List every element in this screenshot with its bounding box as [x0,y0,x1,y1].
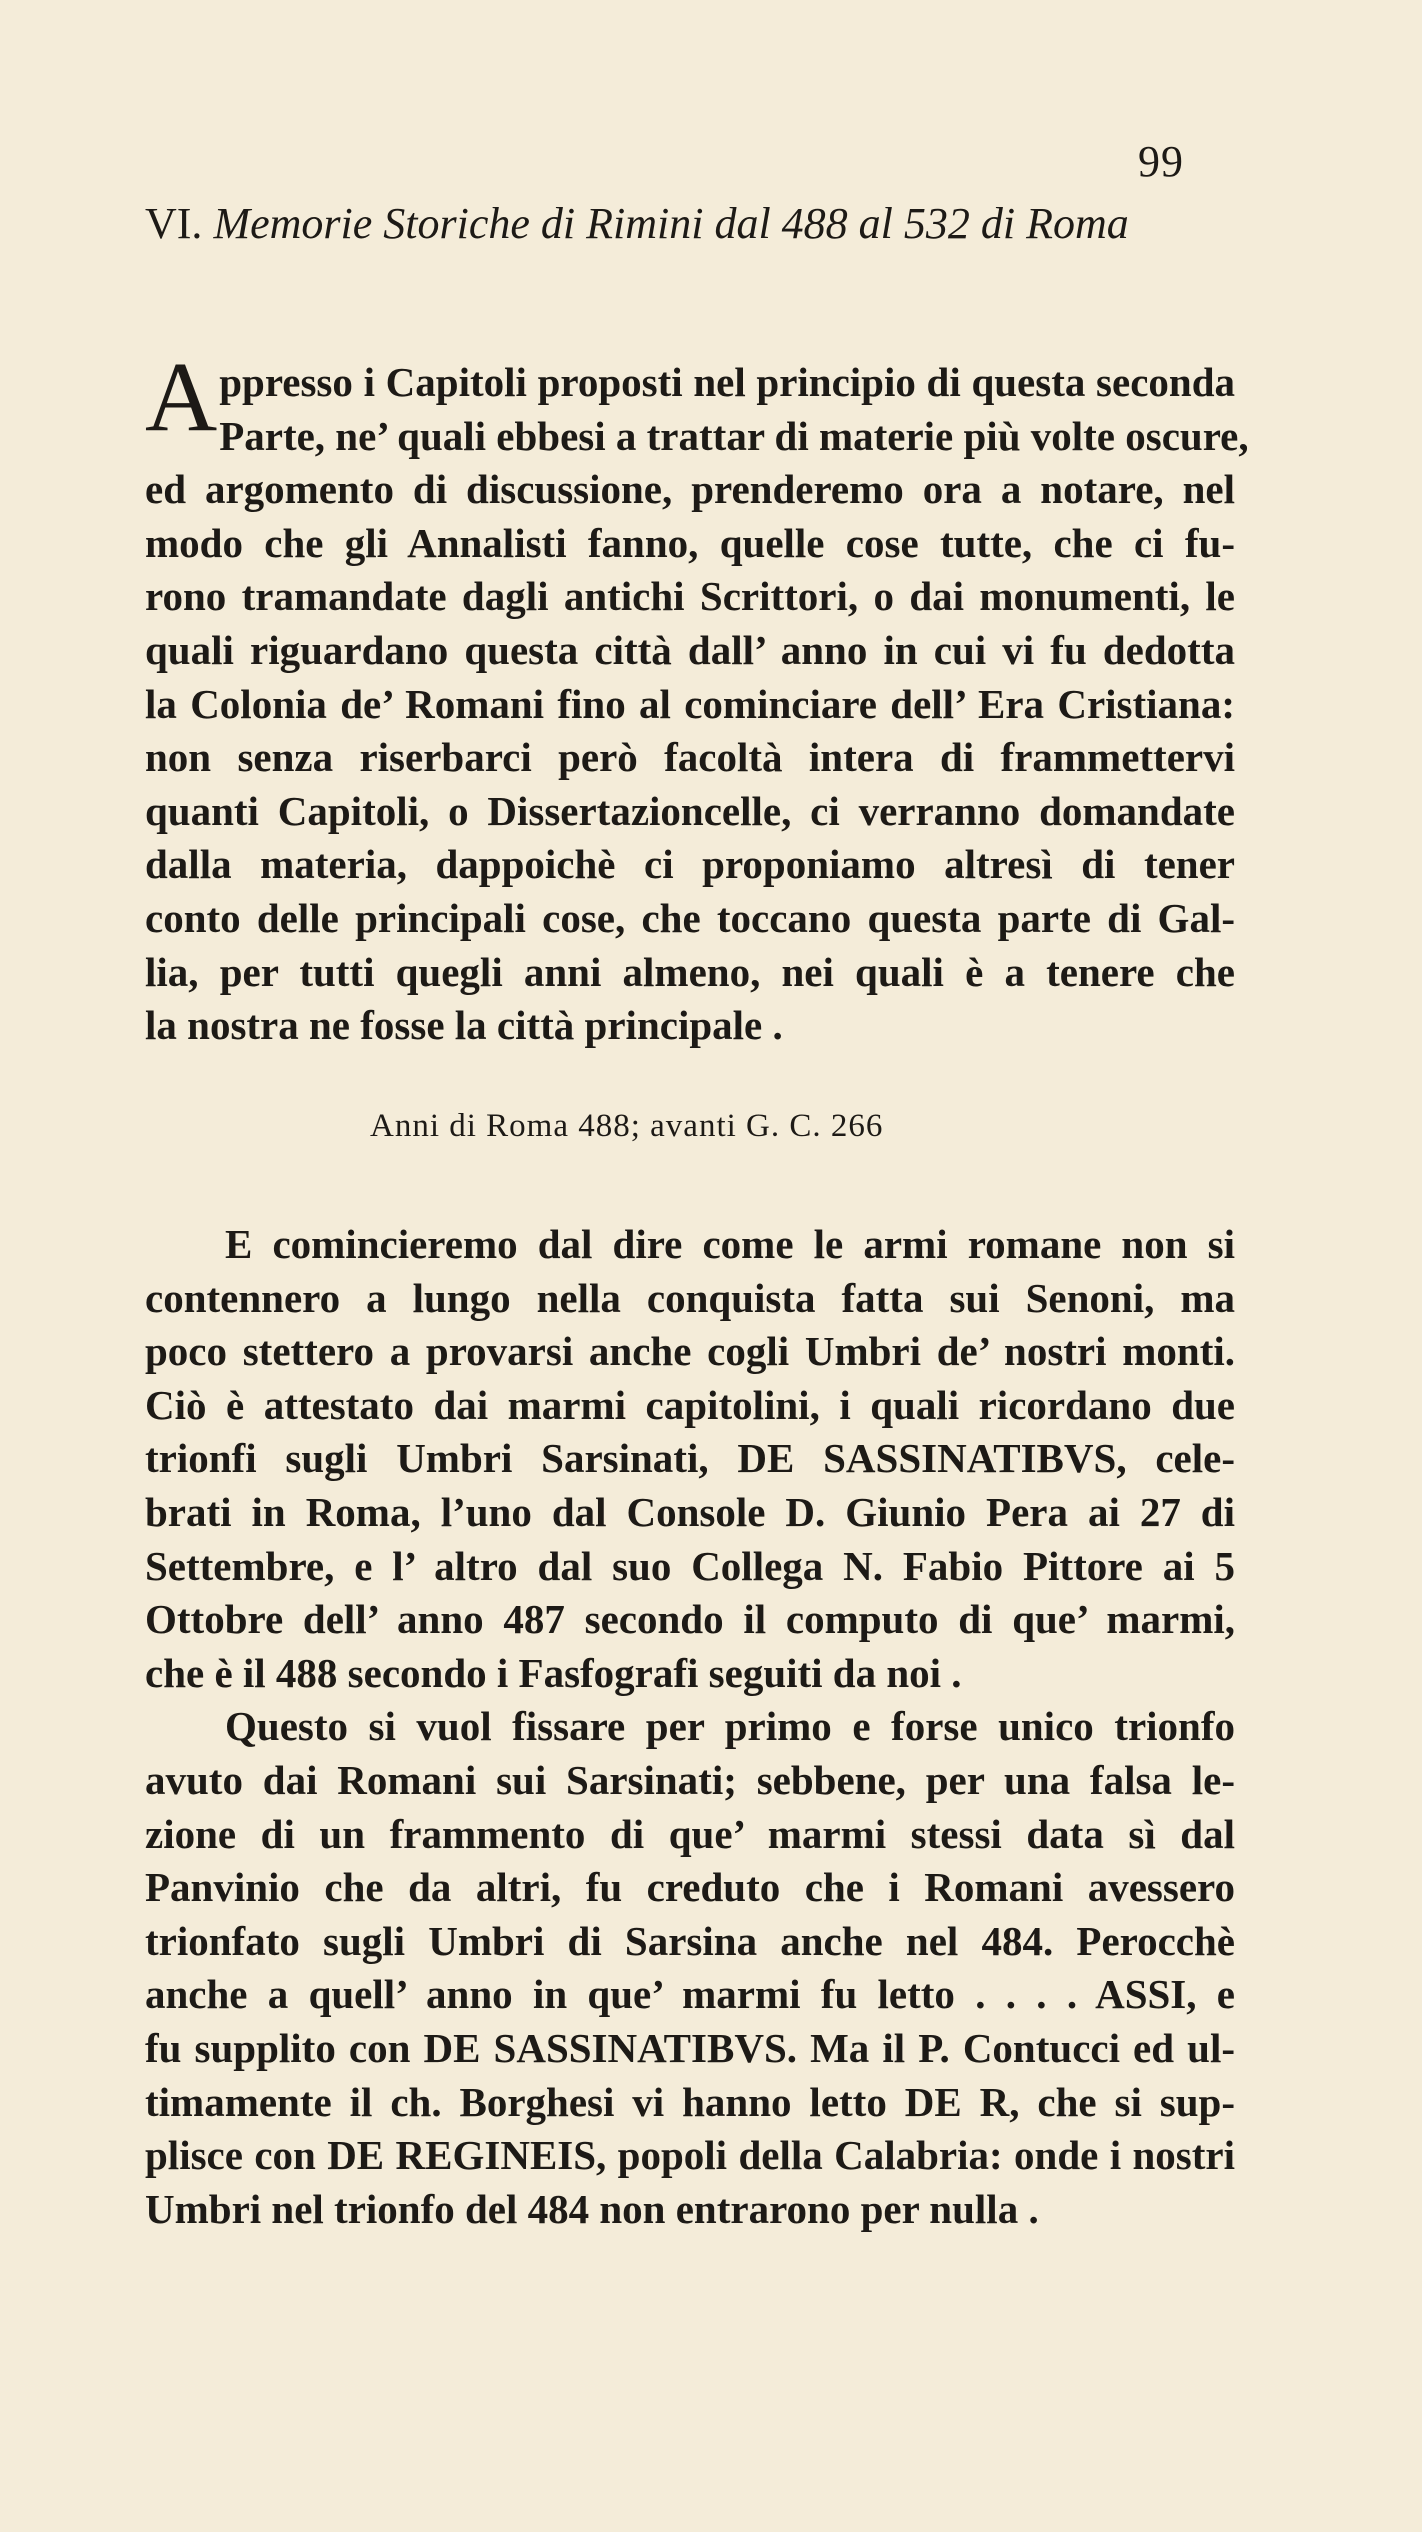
text-line: contennero a lungo nella conquista fatta sui Senoni, ma [145,1274,1235,1321]
text-line: Ottobre dell’ anno 487 secondo il computo di que’ marmi, [145,1596,1235,1643]
chapter-number: VI. [145,199,203,248]
paragraph-intro [145,341,1249,1053]
text-line: lia, per tutti quegli anni almeno, nei quali è a tenere che [145,948,1235,995]
text-line: brati in Roma, l’uno dal Console D. Giunio Pera ai 27 di [145,1488,1235,1535]
text-line: poco stettero a provarsi anche cogli Umbri de’ nostri monti. [145,1328,1235,1375]
text-line: Umbri nel trionfo del 484 non entrarono per nulla . [145,2185,1039,2232]
text-line: ed argomento di discussione, prenderemo ora a notare, nel [145,466,1235,513]
text-line: che è il 488 secondo i Fasfografi seguiti da noi . [145,1649,962,1696]
text-line: fu supplito con DE SASSINATIBVS. Ma il P. Contucci ed ul- [145,2024,1235,2071]
text-line: anche a quell’ anno in que’ marmi fu letto . . . . ASSI, e [145,1971,1235,2018]
text-line: la nostra ne fosse la città principale . [145,1002,783,1049]
text-line: dalla materia, dappoichè ci proponiamo altresì di tener [145,841,1235,888]
text-line: conto delle principali cose, che toccano questa parte di Gal- [145,894,1235,941]
text-line: quali riguardano questa città dall’ anno in cui vi fu dedotta [145,626,1235,673]
page-number: 99 [1138,137,1184,186]
year-heading: Anni di Roma 488; avanti G. C. 266 [370,1108,884,1144]
paragraph-triumphs [145,1218,1235,2236]
text-line: E comincieremo dal dire come le armi romane non si [225,1221,1235,1267]
text-line: ppresso i Capitoli proposti nel principio di questa seconda [219,359,1235,405]
text-line: trionfato sugli Umbri di Sarsina anche nel 484. Perocchè [145,1917,1235,1964]
text-line: modo che gli Annalisti fanno, quelle cose tutte, che ci fu- [145,519,1235,566]
chapter-title: Memorie Storiche di Rimini dal 488 al 532 di Roma [213,199,1129,248]
text-line: rono tramandate dagli antichi Scrittori, o dai monumenti, le [145,573,1235,620]
text-line: quanti Capitoli, o Dissertazioncelle, ci verranno domandate [145,787,1235,834]
text-line: trionfi sugli Umbri Sarsinati, DE SASSINATIBVS, cele- [145,1435,1235,1482]
text-line: non senza riserbarci però facoltà intera di frammettervi [145,734,1235,781]
drop-cap-initial: A [145,341,218,452]
text-line: avuto dai Romani sui Sarsinati; sebbene, per una falsa le- [145,1756,1235,1803]
text-line: Settembre, e l’ altro dal suo Collega N. Fabio Pittore ai 5 [145,1542,1235,1589]
text-line: Panvinio che da altri, fu creduto che i Romani avessero [145,1864,1235,1911]
text-line: zione di un frammento di que’ marmi stessi data sì dal [145,1810,1235,1857]
text-line: Parte, ne’ quali ebbesi a trattar di materie più volte oscure, [219,412,1249,459]
text-line: Ciò è attestato dai marmi capitolini, i quali ricordano due [145,1381,1235,1428]
running-head [145,198,1129,249]
text-line: la Colonia de’ Romani fino al cominciare dell’ Era Cristiana: [145,680,1235,727]
text-line: Questo si vuol fissare per primo e forse unico trionfo [225,1703,1235,1750]
text-line: plisce con DE REGINEIS, popoli della Calabria: onde i nostri [145,2132,1235,2179]
text-line: timamente il ch. Borghesi vi hanno letto DE R, che si sup- [145,2078,1235,2125]
